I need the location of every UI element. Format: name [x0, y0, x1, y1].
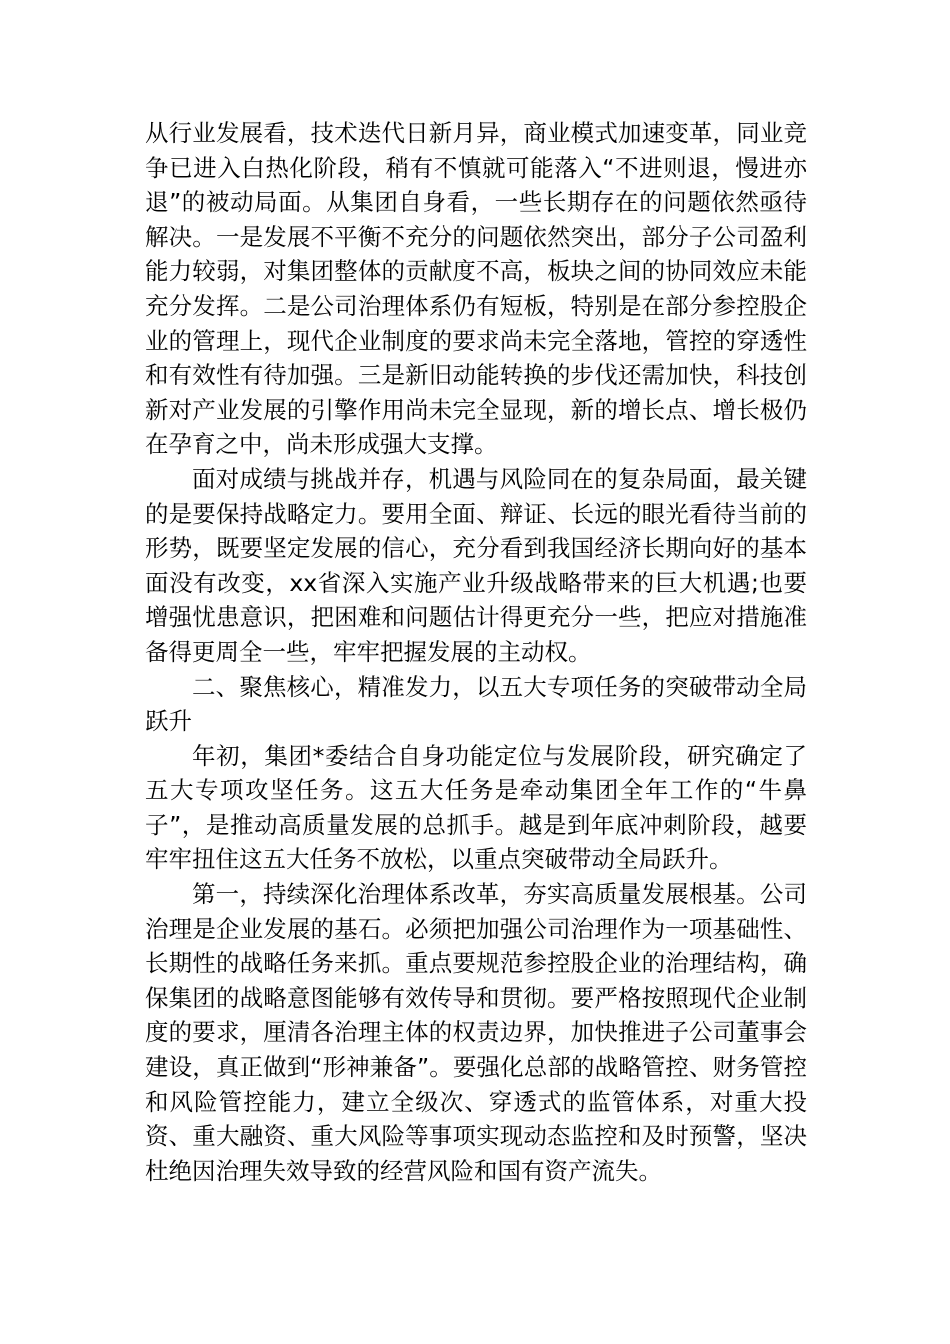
- section-heading: 二、聚焦核心，精准发力，以五大专项任务的突破带动全局跃升: [145, 672, 807, 736]
- paragraph-five-tasks: 年初，集团*委结合自身功能定位与发展阶段，研究确定了五大专项攻坚任务。这五大任务是牵动集团全年工作的“牛鼻子”，是推动高质量发展的总抓手。越是到年底冲刺阶段，越要牢牢扭住这五大任务不放松，以重点突破带动全局跃升。: [145, 741, 807, 874]
- paragraph-governance-reform: 第一，持续深化治理体系改革，夯实高质量发展根基。公司治理是企业发展的基石。必须把加强公司治理作为一项基础性、长期性的战略任务来抓。重点要规范参控股企业的治理结构，确保集团的战略意图能够有效传导和贯彻。要严格按照现代企业制度的要求，厘清各治理主体的权责边界，加快推进子公司董事会建设，真正做到“形神兼备”。要强化总部的战略管控、财务管控和风险管控能力，建立全级次、穿透式的监管体系，对重大投资、重大融资、重大风险等事项实现动态监控和及时预警，坚决杜绝因治理失效导致的经营风险和国有资产流失。: [145, 880, 807, 1185]
- paragraph-continuation: 从行业发展看，技术迭代日新月异，商业模式加速变革，同业竞争已进入白热化阶段，稍有不慎就可能落入“不进则退，慢进亦退”的被动局面。从集团自身看，一些长期存在的问题依然亟待解决。一是发展不平衡不充分的问题依然突出，部分子公司盈利能力较弱，对集团整体的贡献度不高，板块之间的协同效应未能充分发挥。二是公司治理体系仍有短板，特别是在部分参控股企业的管理上，现代企业制度的要求尚未完全落地，管控的穿透性和有效性有待加强。三是新旧动能转换的步伐还需加快，科技创新对产业发展的引擎作用尚未完全显现，新的增长点、增长极仍在孕育之中，尚未形成强大支撑。: [145, 119, 807, 459]
- document-body: [145, 116, 807, 1188]
- paragraph-strategic-focus: 面对成绩与挑战并存，机遇与风险同在的复杂局面，最关键的是要保持战略定力。要用全面、辩证、长远的眼光看待当前的形势，既要坚定发展的信心，充分看到我国经济长期向好的基本面没有改变，xx省深入实施产业升级战略带来的巨大机遇;也要增强忧患意识，把困难和问题估计得更充分一些，把应对措施准备得更周全一些，牢牢把握发展的主动权。: [145, 464, 807, 666]
